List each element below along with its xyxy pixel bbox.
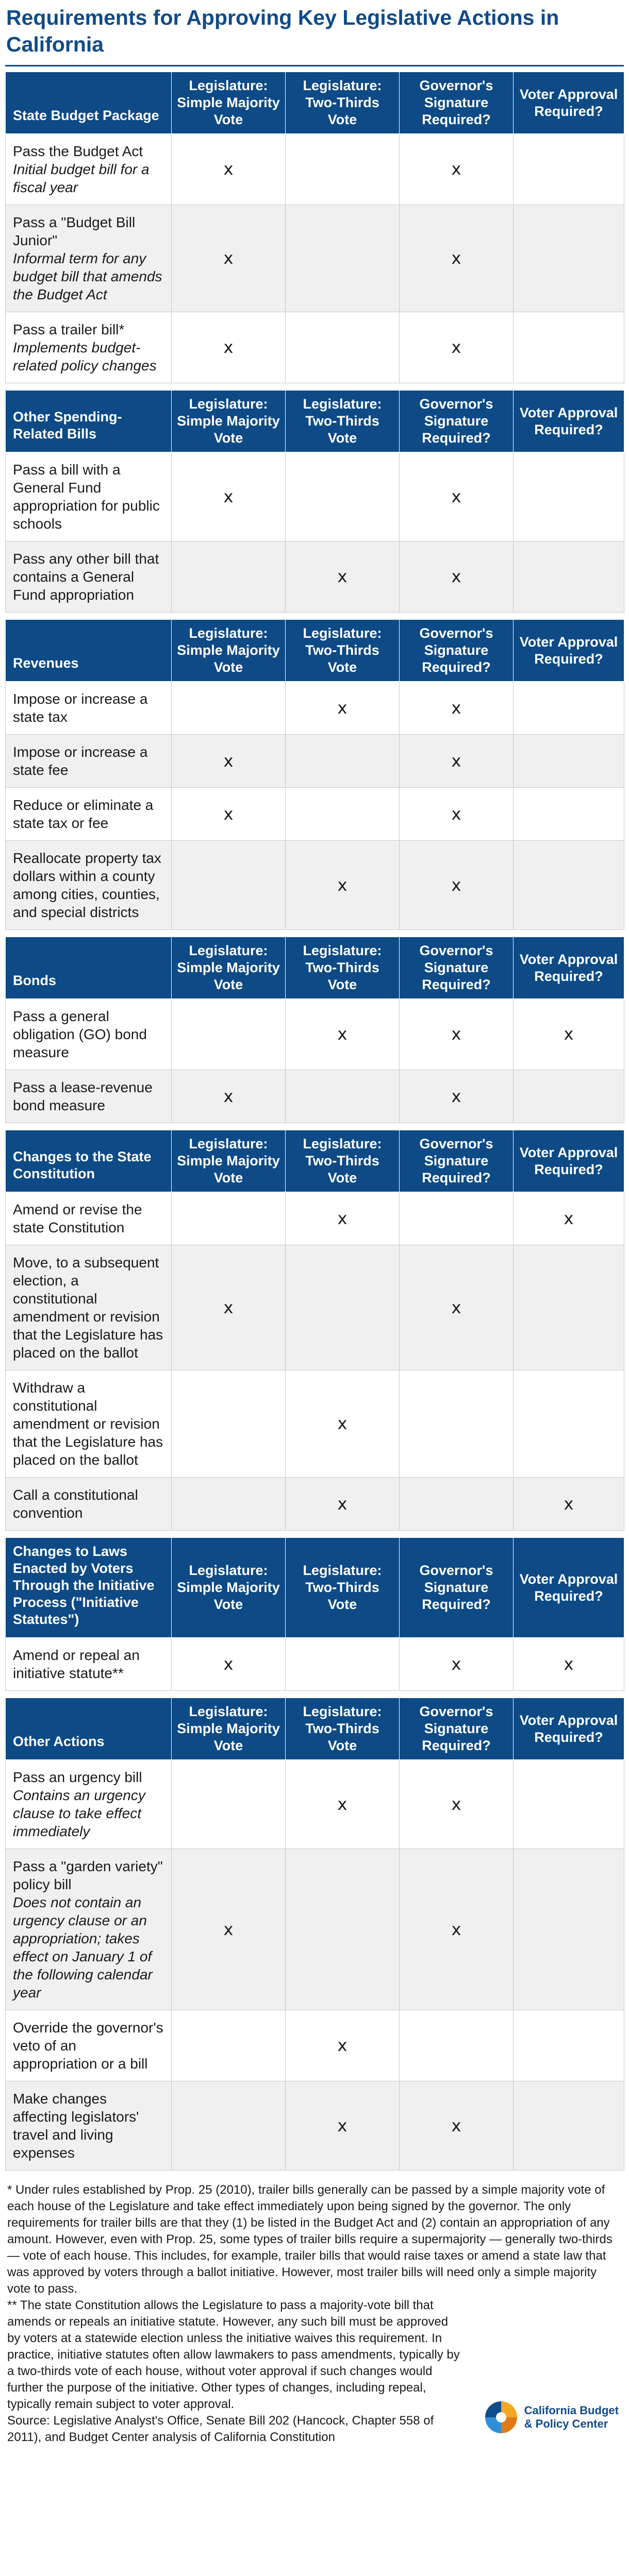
action-label: Reallocate property tax dollars within a county among cities, counties, and special districts (13, 850, 161, 920)
requirement-mark-governor: x (400, 1760, 514, 1849)
table-row (6, 841, 624, 930)
action-label: Pass the Budget Act (13, 143, 143, 159)
requirement-mark-governor: x (400, 1245, 514, 1370)
action-label: Override the governor's veto of an appropriation or a bill (13, 2020, 163, 2072)
footnote-double-asterisk: ** The state Constitution allows the Legislature to pass a majority-vote bill that amends or repeals an initiative statute. However, any such bill must be approved by voters at a statewide election unless the initiative waives this requirement. In practice, initiative statutes often allow lawmakers to pass amendments, typically by a two-thirds vote of each house, without voter approval if such changes would further the purpose of the initiative. Other types of changes, including repeal, typically remain subject to voter approval. (7, 2298, 460, 2411)
requirement-mark-simple-majority: x (172, 1849, 286, 2010)
column-header-two-thirds: Legislature: Two-Thirds Vote (286, 1130, 400, 1192)
column-header-two-thirds: Legislature: Two-Thirds Vote (286, 1698, 400, 1760)
table-row (6, 452, 624, 541)
action-label: Pass a bill with a General Fund appropriation for public schools (13, 462, 160, 532)
section-header-row (6, 391, 624, 452)
requirement-mark-governor: x (400, 312, 514, 383)
table-row (6, 788, 624, 841)
requirement-mark-simple-majority (172, 1760, 286, 1849)
action-description: Informal term for any budget bill that amends the Budget Act (13, 250, 162, 302)
table-row (6, 134, 624, 205)
requirement-mark-governor: x (400, 205, 514, 312)
action-label: Impose or increase a state tax (13, 691, 148, 725)
requirement-mark-simple-majority: x (172, 205, 286, 312)
column-header-two-thirds: Legislature: Two-Thirds Vote (286, 72, 400, 134)
action-cell (6, 1070, 172, 1123)
action-label: Make changes affecting legislators' travel and living expenses (13, 2091, 139, 2161)
column-header-voter: Voter Approval Required? (514, 1538, 624, 1638)
table-row (6, 682, 624, 735)
action-label: Pass an urgency bill (13, 1769, 142, 1785)
section-spacer (6, 613, 624, 620)
column-header-governor: Governor's Signature Required? (400, 391, 514, 452)
section-title: Changes to Laws Enacted by Voters Through the Initiative Process ("Initiative Statutes") (6, 1538, 172, 1638)
column-header-governor: Governor's Signature Required? (400, 937, 514, 999)
requirement-mark-voter (514, 541, 624, 613)
requirement-mark-voter: x (514, 1192, 624, 1245)
action-label: Reduce or eliminate a state tax or fee (13, 797, 154, 831)
column-header-two-thirds: Legislature: Two-Thirds Vote (286, 620, 400, 682)
requirement-mark-governor: x (400, 841, 514, 930)
requirement-mark-two-thirds: x (286, 999, 400, 1070)
requirement-mark-voter: x (514, 999, 624, 1070)
column-header-two-thirds: Legislature: Two-Thirds Vote (286, 937, 400, 999)
action-cell (6, 1245, 172, 1370)
action-label: Impose or increase a state fee (13, 744, 148, 778)
table-row (6, 2010, 624, 2081)
table-row (6, 205, 624, 312)
action-label: Amend or repeal an initiative statute** (13, 1647, 140, 1681)
action-label: Amend or revise the state Constitution (13, 1201, 142, 1235)
table-row (6, 1760, 624, 1849)
requirement-mark-voter (514, 452, 624, 541)
requirement-mark-simple-majority: x (172, 788, 286, 841)
action-description: Initial budget bill for a fiscal year (13, 161, 150, 195)
requirement-mark-simple-majority (172, 1370, 286, 1478)
action-label: Pass a lease-revenue bond measure (13, 1079, 153, 1113)
action-cell (6, 205, 172, 312)
action-label: Call a constitutional convention (13, 1487, 138, 1521)
requirement-mark-voter (514, 841, 624, 930)
column-header-voter: Voter Approval Required? (514, 620, 624, 682)
action-label: Pass a "garden variety" policy bill (13, 1858, 163, 1892)
requirement-mark-governor (400, 2010, 514, 2081)
column-header-governor: Governor's Signature Required? (400, 1130, 514, 1192)
action-cell (6, 1638, 172, 1691)
section-spacer-cell (6, 1123, 624, 1130)
section-title: Bonds (6, 937, 172, 999)
requirement-mark-simple-majority (172, 841, 286, 930)
requirement-mark-two-thirds (286, 1245, 400, 1370)
requirement-mark-simple-majority: x (172, 1070, 286, 1123)
action-cell (6, 2081, 172, 2171)
table-row (6, 1192, 624, 1245)
requirement-mark-voter (514, 788, 624, 841)
column-header-governor: Governor's Signature Required? (400, 1698, 514, 1760)
action-cell (6, 735, 172, 788)
column-header-simple-majority: Legislature: Simple Majority Vote (172, 391, 286, 452)
section-header-row (6, 1130, 624, 1192)
action-description: Implements budget-related policy changes (13, 340, 157, 374)
column-header-governor: Governor's Signature Required? (400, 620, 514, 682)
section-spacer-cell (6, 383, 624, 391)
table-row (6, 2081, 624, 2171)
requirement-mark-simple-majority (172, 1478, 286, 1531)
requirement-mark-voter (514, 134, 624, 205)
table-body (6, 72, 624, 2171)
section-header-row (6, 1538, 624, 1638)
action-cell (6, 682, 172, 735)
footnote-block (7, 2297, 461, 2446)
section-spacer (6, 1531, 624, 1538)
requirement-mark-two-thirds (286, 1638, 400, 1691)
action-cell (6, 2010, 172, 2081)
requirement-mark-governor: x (400, 452, 514, 541)
requirement-mark-simple-majority (172, 541, 286, 613)
requirement-mark-voter (514, 1245, 624, 1370)
requirement-mark-two-thirds: x (286, 1760, 400, 1849)
action-cell (6, 1192, 172, 1245)
requirement-mark-voter (514, 1849, 624, 2010)
section-spacer-cell (6, 1531, 624, 1538)
requirement-mark-governor: x (400, 134, 514, 205)
action-cell (6, 312, 172, 383)
section-title: Other Actions (6, 1698, 172, 1760)
requirement-mark-voter (514, 2081, 624, 2171)
logo-line-1: California Budget (524, 2404, 619, 2417)
requirement-mark-simple-majority: x (172, 1245, 286, 1370)
logo-wordmark (524, 2404, 619, 2431)
action-label: Move, to a subsequent election, a constitutional amendment or revision that the Legislature has placed on the ballot (13, 1255, 163, 1361)
requirement-mark-two-thirds (286, 1070, 400, 1123)
action-cell (6, 134, 172, 205)
requirement-mark-simple-majority: x (172, 312, 286, 383)
requirement-mark-voter (514, 1760, 624, 1849)
section-spacer (6, 383, 624, 391)
requirement-mark-voter (514, 312, 624, 383)
requirement-mark-governor (400, 1478, 514, 1531)
column-header-governor: Governor's Signature Required? (400, 1538, 514, 1638)
section-spacer (6, 1691, 624, 1698)
requirement-mark-voter (514, 2010, 624, 2081)
requirement-mark-simple-majority: x (172, 1638, 286, 1691)
requirement-mark-two-thirds (286, 312, 400, 383)
requirements-table (5, 72, 624, 2171)
table-row (6, 999, 624, 1070)
requirement-mark-governor: x (400, 1638, 514, 1691)
title-rule (5, 65, 624, 66)
table-row (6, 735, 624, 788)
column-header-governor: Governor's Signature Required? (400, 72, 514, 134)
requirement-mark-simple-majority (172, 1192, 286, 1245)
action-cell (6, 788, 172, 841)
column-header-simple-majority: Legislature: Simple Majority Vote (172, 937, 286, 999)
action-cell (6, 999, 172, 1070)
requirement-mark-simple-majority (172, 999, 286, 1070)
action-label: Pass a general obligation (GO) bond measure (13, 1008, 147, 1060)
table-row (6, 1478, 624, 1531)
requirement-mark-simple-majority: x (172, 452, 286, 541)
requirement-mark-simple-majority (172, 682, 286, 735)
footnotes (5, 2171, 624, 2446)
requirement-mark-governor: x (400, 2081, 514, 2171)
requirement-mark-two-thirds: x (286, 2081, 400, 2171)
source-note: Source: Legislative Analyst's Office, Senate Bill 202 (Hancock, Chapter 558 of 2011), and Budget Center analysis of California Constitution (7, 2414, 434, 2444)
action-cell (6, 452, 172, 541)
page-title: Requirements for Approving Key Legislative Actions in California (6, 6, 559, 56)
action-cell (6, 1370, 172, 1478)
section-header-row (6, 72, 624, 134)
budget-center-logo-icon (483, 2399, 519, 2435)
requirement-mark-voter: x (514, 1638, 624, 1691)
section-spacer-cell (6, 613, 624, 620)
action-description: Does not contain an urgency clause or an appropriation; takes effect on January 1 of the following calendar year (13, 1894, 153, 2001)
action-cell (6, 1478, 172, 1531)
action-label: Pass a trailer bill* (13, 321, 125, 337)
table-row (6, 1638, 624, 1691)
column-header-simple-majority: Legislature: Simple Majority Vote (172, 72, 286, 134)
requirement-mark-voter (514, 205, 624, 312)
column-header-simple-majority: Legislature: Simple Majority Vote (172, 1538, 286, 1638)
budget-center-logo (483, 2399, 619, 2435)
section-header-row (6, 1698, 624, 1760)
logo-line-2: & Policy Center (524, 2417, 608, 2430)
requirement-mark-voter: x (514, 1478, 624, 1531)
section-spacer-cell (6, 930, 624, 937)
section-spacer-cell (6, 1691, 624, 1698)
action-label: Pass any other bill that contains a General Fund appropriation (13, 551, 159, 603)
requirement-mark-two-thirds (286, 788, 400, 841)
requirement-mark-two-thirds: x (286, 1370, 400, 1478)
requirement-mark-two-thirds (286, 735, 400, 788)
section-spacer (6, 930, 624, 937)
section-spacer (6, 1123, 624, 1130)
column-header-two-thirds: Legislature: Two-Thirds Vote (286, 391, 400, 452)
table-row (6, 1245, 624, 1370)
requirement-mark-governor (400, 1192, 514, 1245)
action-label: Withdraw a constitutional amendment or revision that the Legislature has placed on the ballot (13, 1380, 163, 1468)
requirement-mark-two-thirds: x (286, 841, 400, 930)
requirement-mark-governor: x (400, 735, 514, 788)
column-header-voter: Voter Approval Required? (514, 937, 624, 999)
footnote-single-asterisk: * Under rules established by Prop. 25 (2010), trailer bills generally can be passed by a simple majority vote of each house of the Legislature and take effect immediately upon being signed by the governor. The only requirements for trailer bills are that they (1) be listed in the Budget Act and (2) contain an appropriation of any amount. However, even with Prop. 25, some types of trailer bills require a supermajority — generally two-thirds — vote of each house. This includes, for example, trailer bills that would raise taxes or amend a state law that was approved by voters through a ballot initiative. However, most trailer bills will need only a simple majority vote to pass. (7, 2183, 613, 2296)
table-row (6, 541, 624, 613)
requirement-mark-two-thirds: x (286, 1478, 400, 1531)
column-header-simple-majority: Legislature: Simple Majority Vote (172, 1130, 286, 1192)
requirement-mark-voter (514, 682, 624, 735)
requirement-mark-governor: x (400, 788, 514, 841)
requirement-mark-two-thirds: x (286, 541, 400, 613)
footer (7, 2297, 623, 2446)
section-title: Other Spending-Related Bills (6, 391, 172, 452)
requirement-mark-governor: x (400, 1849, 514, 2010)
column-header-simple-majority: Legislature: Simple Majority Vote (172, 1698, 286, 1760)
requirement-mark-two-thirds: x (286, 1192, 400, 1245)
requirement-mark-simple-majority (172, 2081, 286, 2171)
action-cell (6, 541, 172, 613)
requirement-mark-governor: x (400, 999, 514, 1070)
table-row (6, 1370, 624, 1478)
section-title: State Budget Package (6, 72, 172, 134)
column-header-two-thirds: Legislature: Two-Thirds Vote (286, 1538, 400, 1638)
column-header-voter: Voter Approval Required? (514, 72, 624, 134)
column-header-voter: Voter Approval Required? (514, 1130, 624, 1192)
action-label: Pass a "Budget Bill Junior" (13, 214, 136, 248)
action-description: Contains an urgency clause to take effect immediately (13, 1787, 145, 1839)
requirement-mark-governor: x (400, 1070, 514, 1123)
table-row (6, 1070, 624, 1123)
requirement-mark-two-thirds: x (286, 2010, 400, 2081)
requirement-mark-voter (514, 1070, 624, 1123)
action-cell (6, 1849, 172, 2010)
section-title: Revenues (6, 620, 172, 682)
requirement-mark-simple-majority: x (172, 735, 286, 788)
requirement-mark-governor: x (400, 541, 514, 613)
requirement-mark-simple-majority: x (172, 134, 286, 205)
requirement-mark-voter (514, 735, 624, 788)
section-title: Changes to the State Constitution (6, 1130, 172, 1192)
action-cell (6, 841, 172, 930)
requirement-mark-simple-majority (172, 2010, 286, 2081)
requirement-mark-two-thirds (286, 452, 400, 541)
requirement-mark-two-thirds (286, 134, 400, 205)
requirement-mark-governor: x (400, 682, 514, 735)
requirement-mark-governor (400, 1370, 514, 1478)
section-header-row (6, 937, 624, 999)
requirement-mark-two-thirds: x (286, 682, 400, 735)
column-header-voter: Voter Approval Required? (514, 1698, 624, 1760)
requirement-mark-two-thirds (286, 1849, 400, 2010)
column-header-voter: Voter Approval Required? (514, 391, 624, 452)
section-header-row (6, 620, 624, 682)
requirement-mark-two-thirds (286, 205, 400, 312)
table-row (6, 312, 624, 383)
column-header-simple-majority: Legislature: Simple Majority Vote (172, 620, 286, 682)
requirement-mark-voter (514, 1370, 624, 1478)
action-cell (6, 1760, 172, 1849)
table-row (6, 1849, 624, 2010)
